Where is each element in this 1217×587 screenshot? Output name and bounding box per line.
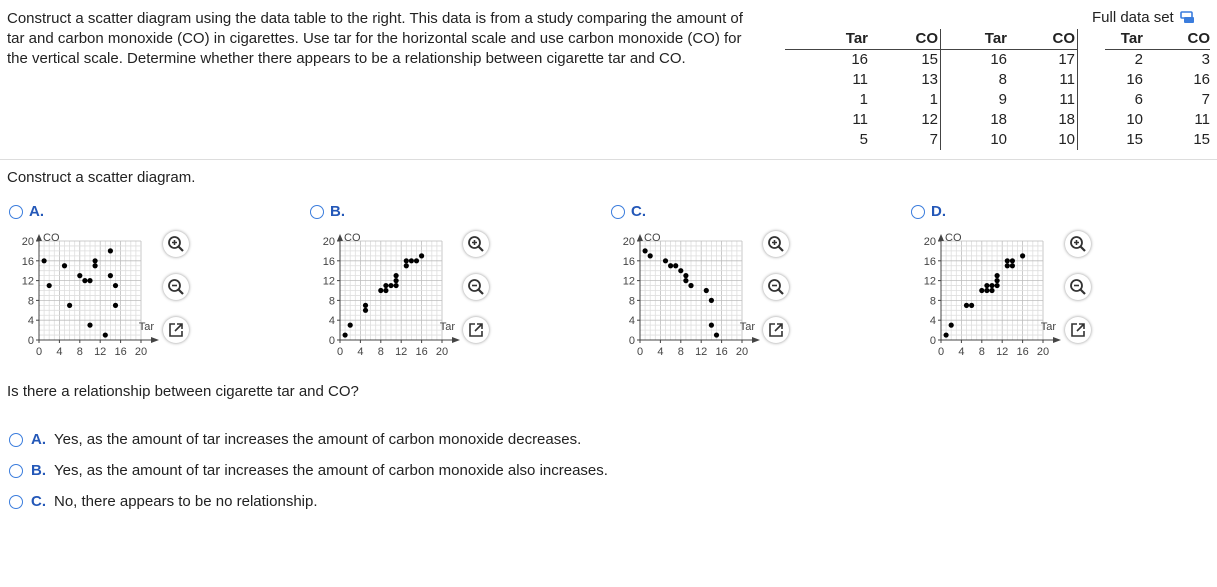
data-point (87, 323, 92, 328)
table-row (1105, 50, 1210, 71)
table-header: Tar (785, 29, 868, 50)
x-tick-label: 20 (1036, 346, 1050, 358)
data-point (103, 332, 108, 337)
data-point (108, 248, 113, 253)
option-letter: C. (31, 493, 46, 510)
table-header: CO (868, 29, 941, 50)
y-tick-label: 16 (923, 255, 936, 268)
data-point (1010, 258, 1015, 263)
zoom-out-button[interactable] (763, 274, 789, 300)
table-cell: 10 (990, 131, 1007, 148)
zoom-out-icon (167, 278, 185, 296)
data-point (683, 278, 688, 283)
data-point (995, 283, 1000, 288)
table-header: CO (1007, 29, 1078, 50)
answer-text: No, there appears to be no relationship. (54, 493, 318, 510)
x-tick-label: 12 (996, 346, 1009, 358)
scatter-chart-c (605, 228, 765, 364)
x-tick-label: 16 (415, 346, 428, 358)
data-point (82, 278, 87, 283)
table-cell: 15 (1193, 131, 1210, 148)
x-tick-label: 20 (134, 346, 148, 358)
option-letter: A. (29, 203, 44, 220)
data-point (363, 308, 368, 313)
full-data-set[interactable] (1092, 9, 1195, 26)
y-tick-label: 4 (929, 315, 936, 328)
data-point (648, 253, 653, 258)
data-point (93, 263, 98, 268)
full-data-set-label: Full data set (1092, 9, 1174, 26)
table-cell: 1 (868, 90, 941, 110)
x-tick-label: 4 (357, 346, 364, 358)
zoom-out-button[interactable] (1065, 274, 1091, 300)
y-axis-label: CO (644, 232, 661, 244)
x-axis-arrow (1053, 337, 1061, 343)
data-point (704, 288, 709, 293)
zoom-in-button[interactable] (763, 231, 789, 257)
radio-button[interactable] (9, 205, 23, 219)
table-cell: 15 (1126, 131, 1143, 148)
relationship-question: Is there a relationship between cigarette tar and CO? (7, 383, 359, 400)
option-letter: A. (31, 431, 46, 448)
zoom-out-icon (1069, 278, 1087, 296)
data-point (343, 332, 348, 337)
zoom-in-icon (467, 235, 485, 253)
scatter-option-c[interactable] (611, 203, 646, 220)
data-point (394, 278, 399, 283)
x-axis-label: Tar (138, 321, 154, 333)
data-point (673, 263, 678, 268)
radio-button[interactable] (9, 495, 23, 509)
y-tick-label: 8 (328, 295, 335, 308)
y-tick-label: 20 (923, 236, 936, 248)
y-axis-label: CO (945, 232, 962, 244)
y-tick-label: 0 (628, 335, 635, 347)
data-point (363, 303, 368, 308)
y-tick-label: 20 (21, 236, 34, 248)
option-letter: C. (631, 203, 646, 220)
data-point (683, 273, 688, 278)
table-row (1105, 70, 1210, 90)
x-tick-label: 8 (978, 346, 985, 358)
data-point (1005, 263, 1010, 268)
data-point (378, 288, 383, 293)
table-cell: 9 (998, 91, 1007, 108)
zoom-in-button[interactable] (463, 231, 489, 257)
scatter-chart-b (305, 228, 465, 364)
table-cell: 16 (1126, 71, 1143, 88)
table-row (785, 90, 1078, 110)
x-tick-label: 16 (1016, 346, 1029, 358)
data-point (113, 303, 118, 308)
zoom-in-icon (1069, 235, 1087, 253)
popout-button[interactable] (163, 317, 189, 343)
table-header: Tar (941, 29, 1008, 50)
x-axis-arrow (151, 337, 159, 343)
zoom-out-button[interactable] (163, 274, 189, 300)
answer-option-a[interactable] (9, 431, 581, 448)
x-tick-label: 4 (958, 346, 965, 358)
y-axis-label: CO (344, 232, 361, 244)
y-tick-label: 20 (622, 236, 635, 248)
data-point (348, 323, 353, 328)
data-point (949, 323, 954, 328)
table-cell: 6 (1134, 91, 1143, 108)
table-row (1105, 110, 1210, 130)
x-tick-label: 20 (735, 346, 749, 358)
data-point (383, 283, 388, 288)
data-point (989, 288, 994, 293)
table-cell: 11 (1007, 90, 1078, 110)
y-tick-label: 4 (328, 315, 335, 328)
y-tick-label: 20 (322, 236, 335, 248)
scatter-option-b[interactable] (310, 203, 345, 220)
data-point (108, 273, 113, 278)
y-tick-label: 4 (628, 315, 635, 328)
data-point (419, 253, 424, 258)
table-row (1105, 130, 1210, 150)
table-cell: 16 (990, 51, 1007, 68)
table-cell: 7 (1201, 91, 1210, 108)
table-cell: 11 (1007, 70, 1078, 90)
y-tick-label: 8 (929, 295, 936, 308)
y-tick-label: 16 (622, 255, 635, 268)
data-point (643, 248, 648, 253)
zoom-in-icon (167, 235, 185, 253)
data-point (979, 288, 984, 293)
y-tick-label: 16 (21, 255, 34, 268)
table-row (1105, 90, 1210, 110)
popout-button[interactable] (463, 317, 489, 343)
popout-icon (768, 322, 784, 338)
data-point (87, 278, 92, 283)
data-point (964, 303, 969, 308)
x-axis-label: Tar (439, 321, 455, 333)
data-point (678, 268, 683, 273)
table-cell: 5 (859, 131, 868, 148)
table-row (785, 110, 1078, 130)
data-point (113, 283, 118, 288)
zoom-out-icon (767, 278, 785, 296)
x-axis-arrow (452, 337, 460, 343)
table-cell: 2 (1134, 51, 1143, 68)
y-tick-label: 16 (322, 255, 335, 268)
x-tick-label: 20 (435, 346, 449, 358)
table-cell: 12 (868, 110, 941, 130)
x-axis-label: Tar (739, 321, 755, 333)
table-cell: 11 (852, 111, 868, 128)
data-point (404, 263, 409, 268)
x-tick-label: 0 (636, 346, 644, 358)
y-axis-arrow (36, 234, 42, 241)
option-letter: D. (931, 203, 946, 220)
scatter-option-a[interactable] (9, 203, 44, 220)
data-point (1020, 253, 1025, 258)
x-tick-label: 0 (35, 346, 43, 358)
zoom-in-button[interactable] (163, 231, 189, 257)
answer-text: Yes, as the amount of tar increases the amount of carbon monoxide decreases. (54, 431, 582, 448)
data-point (409, 258, 414, 263)
table-header: Tar (1105, 29, 1143, 50)
data-table-main (785, 29, 1078, 150)
zoom-in-button[interactable] (1065, 231, 1091, 257)
data-point (394, 283, 399, 288)
x-tick-label: 12 (395, 346, 408, 358)
answer-option-c[interactable] (9, 493, 318, 510)
data-point (1010, 263, 1015, 268)
x-tick-label: 4 (56, 346, 63, 358)
data-point (67, 303, 72, 308)
y-tick-label: 0 (929, 335, 936, 347)
table-row (785, 50, 1078, 71)
x-tick-label: 8 (76, 346, 83, 358)
x-tick-label: 0 (336, 346, 344, 358)
table-cell: 10 (1007, 130, 1078, 150)
table-cell: 11 (1194, 111, 1210, 128)
popout-icon (1070, 322, 1086, 338)
x-tick-label: 16 (715, 346, 728, 358)
answer-option-b[interactable] (9, 462, 608, 479)
table-cell: 17 (1007, 50, 1078, 71)
section-divider (0, 159, 1217, 160)
x-tick-label: 0 (937, 346, 945, 358)
popout-icon (468, 322, 484, 338)
zoom-out-icon (467, 278, 485, 296)
data-point (709, 323, 714, 328)
table-cell: 1 (859, 91, 868, 108)
data-point (62, 263, 67, 268)
popout-button[interactable] (1065, 317, 1091, 343)
table-cell: 15 (868, 50, 941, 71)
y-axis-arrow (938, 234, 944, 241)
y-tick-label: 12 (622, 275, 635, 288)
table-cell: 16 (1193, 71, 1210, 88)
data-point (995, 278, 1000, 283)
copy-icon[interactable] (1180, 11, 1195, 24)
x-tick-label: 16 (114, 346, 127, 358)
construct-prompt: Construct a scatter diagram. (7, 169, 196, 186)
y-axis-arrow (637, 234, 643, 241)
y-tick-label: 12 (923, 275, 936, 288)
data-point (77, 273, 82, 278)
x-tick-label: 12 (94, 346, 107, 358)
data-point (383, 288, 388, 293)
data-point (688, 283, 693, 288)
intro-text: Construct a scatter diagram using the data table to the right. This data is from a study comparing the amount of tar and carbon monoxide (CO) in cigarettes. Use tar for the horizontal scale and use carbon monoxide (CO) for the vertical scale. Determine whether there appears to be a relationship between cigarette tar and CO. (7, 10, 743, 67)
data-point (995, 273, 1000, 278)
data-table-extra (1105, 29, 1210, 150)
y-tick-label: 8 (27, 295, 34, 308)
y-tick-label: 0 (328, 335, 335, 347)
x-tick-label: 8 (377, 346, 384, 358)
table-row (785, 70, 1078, 90)
table-cell: 10 (1126, 111, 1143, 128)
data-point (47, 283, 52, 288)
data-point (663, 258, 668, 263)
zoom-out-button[interactable] (463, 274, 489, 300)
radio-button[interactable] (611, 205, 625, 219)
option-letter: B. (330, 203, 345, 220)
radio-button[interactable] (9, 464, 23, 478)
table-cell: 16 (851, 51, 868, 68)
table-cell: 13 (868, 70, 941, 90)
x-axis-label: Tar (1040, 321, 1056, 333)
popout-button[interactable] (763, 317, 789, 343)
data-point (93, 258, 98, 263)
answer-text: Yes, as the amount of tar increases the amount of carbon monoxide also increases. (54, 462, 608, 479)
data-point (989, 283, 994, 288)
table-cell: 7 (868, 130, 941, 150)
scatter-chart-a (4, 228, 164, 364)
scatter-option-d[interactable] (911, 203, 946, 220)
data-point (42, 258, 47, 263)
y-tick-label: 12 (21, 275, 34, 288)
radio-button[interactable] (9, 433, 23, 447)
table-cell: 18 (990, 111, 1007, 128)
y-axis-arrow (337, 234, 343, 241)
data-point (1005, 258, 1010, 263)
table-cell: 3 (1201, 51, 1210, 68)
data-point (404, 258, 409, 263)
data-point (969, 303, 974, 308)
y-axis-label: CO (43, 232, 60, 244)
table-header: CO (1143, 29, 1210, 50)
y-tick-label: 4 (27, 315, 34, 328)
data-point (394, 273, 399, 278)
zoom-in-icon (767, 235, 785, 253)
radio-button[interactable] (911, 205, 925, 219)
y-tick-label: 12 (322, 275, 335, 288)
table-row (785, 130, 1078, 150)
data-point (668, 263, 673, 268)
data-point (714, 332, 719, 337)
x-tick-label: 4 (657, 346, 664, 358)
x-tick-label: 8 (677, 346, 684, 358)
table-cell: 11 (852, 71, 868, 88)
data-point (388, 283, 393, 288)
option-letter: B. (31, 462, 46, 479)
x-axis-arrow (752, 337, 760, 343)
table-cell: 8 (998, 71, 1007, 88)
data-point (414, 258, 419, 263)
data-point (984, 283, 989, 288)
scatter-chart-d (906, 228, 1066, 364)
data-point (944, 332, 949, 337)
y-tick-label: 0 (27, 335, 34, 347)
data-point (709, 298, 714, 303)
table-cell: 18 (1007, 110, 1078, 130)
y-tick-label: 8 (628, 295, 635, 308)
popout-icon (168, 322, 184, 338)
data-point (984, 288, 989, 293)
x-tick-label: 12 (695, 346, 708, 358)
radio-button[interactable] (310, 205, 324, 219)
